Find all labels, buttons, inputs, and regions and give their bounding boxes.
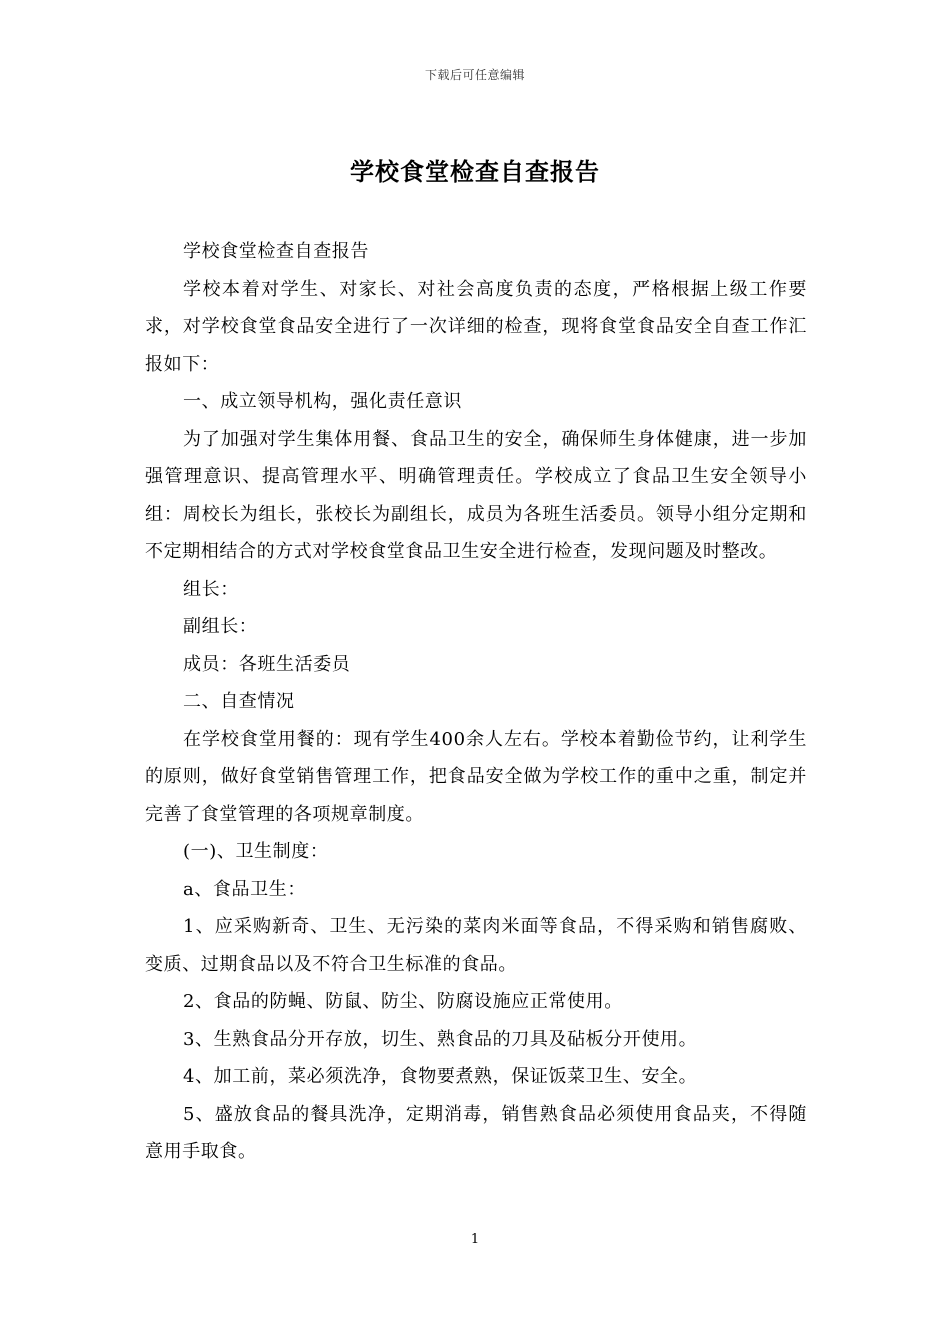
header-note: 下载后可任意编辑: [424, 68, 525, 82]
paragraph-deputy-leader: 副组长：: [183, 616, 258, 637]
paragraph-intro: 学校本着对学生、对家长、对社会高度负责的态度，严格根据上级工作要求，对学校食堂食品安全进行了一次详细的检查，现将食堂食品安全自查工作汇报如下：: [145, 278, 807, 375]
list-item-3: 3、生熟食品分开存放，切生、熟食品的刀具及砧板分开使用。: [183, 1028, 698, 1050]
list-item-1: 1、应采购新奇、卫生、无污染的菜肉米面等食品，不得采购和销售腐败、变质、过期食品以及不符合卫生标准的食品。: [145, 916, 807, 975]
subsection-heading-hygiene: (一)、卫生制度：: [183, 841, 329, 862]
list-item-4: 4、加工前，菜必须洗净，食物要煮熟，保证饭菜卫生、安全。: [183, 1066, 698, 1087]
list-item-2: 2、食品的防蝇、防鼠、防尘、防腐设施应正常使用。: [183, 991, 623, 1012]
paragraph-leader: 组长：: [183, 578, 239, 600]
document-title: 学校食堂检查自查报告: [350, 157, 600, 186]
document-body: [145, 233, 807, 1171]
paragraph-leadership: 为了加强对学生集体用餐、食品卫生的安全，确保师生身体健康，进一步加强管理意识、提高管理水平、明确管理责任。学校成立了食品卫生安全领导小组：周校长为组长，张校长为副组长，成员为各班生活委员。领导小组分定期和不定期相结合的方式对学校食堂食品卫生安全进行检查，发现问题及时整改。: [145, 428, 807, 562]
paragraph-report-title: 学校食堂检查自查报告: [183, 241, 369, 262]
section-heading-1: 一、成立领导机构，强化责任意识: [183, 391, 462, 412]
subsection-heading-food-hygiene: a、食品卫生：: [183, 878, 306, 900]
paragraph-members: 成员：各班生活委员: [183, 653, 351, 675]
paragraph-self-check: 在学校食堂用餐的：现有学生400余人左右。学校本着勤俭节约，让利学生的原则，做好食堂销售管理工作，把食品安全做为学校工作的重中之重，制定并完善了食堂管理的各项规章制度。: [145, 728, 807, 825]
section-heading-2: 二、自查情况: [183, 691, 295, 712]
page-number: 1: [470, 1232, 480, 1247]
list-item-5: 5、盛放食品的餐具洗净，定期消毒，销售熟食品必须使用食品夹，不得随意用手取食。: [145, 1103, 807, 1162]
